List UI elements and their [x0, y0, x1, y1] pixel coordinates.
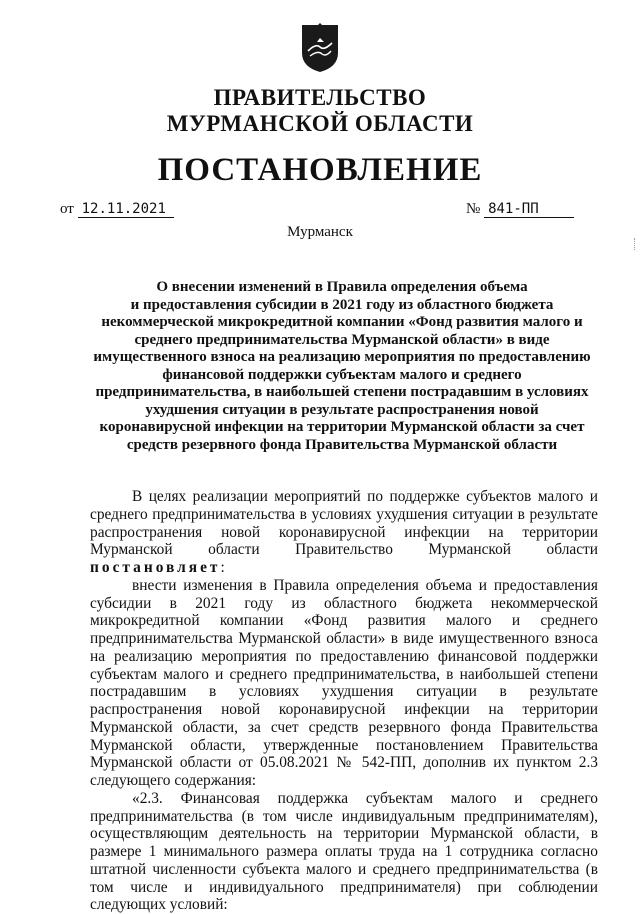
- subject-line: некоммерческой микрокредитной компании «Фонд развития малого и: [101, 314, 583, 330]
- number-value: 841-ПП: [484, 201, 574, 218]
- preamble-text: В целях реализации мероприятий по поддержке субъектов малого и среднего предпринимательства в условиях ухудшения ситуации в результате распространения новой коронавирусной инфекции на территории Мурманской области Правительство Мурманской области: [90, 488, 598, 559]
- date-value: 12.11.2021: [78, 201, 174, 218]
- subject-line: финансовой поддержки субъектам малого и среднего: [162, 366, 522, 383]
- government-title: ПРАВИТЕЛЬСТВО: [213, 85, 427, 110]
- preamble-end: :: [220, 559, 225, 576]
- city: Мурманск: [287, 224, 353, 240]
- document-body: [90, 488, 598, 914]
- body-paragraph-amendment: внести изменения в Правила определения объема и предоставления субсидии в 2021 году из областного бюджета некоммерческой микрокредитной компании «Фонд развития малого и среднего предпринимательства Мурманской области» в виде имущественного взноса на реализацию мероприятия по предоставлению финансовой поддержки субъектам малого и среднего предпринимательства, в наибольшей степени пострадавшим в условиях ухудшения ситуации в результате распространения новой коронавирусной инфекции на территории Мурманской области, за счет средств резервного фонда Правительства Мурманской области, утвержденные постановлением Правительства Мурманской области от 05.08.2021 № 542-ПП, дополнив их пунктом 2.3 следующего содержания:: [90, 576, 598, 789]
- subject-line: коронавирусной инфекции на территории Мурманской области за счет: [99, 419, 585, 435]
- document-subject: [92, 279, 592, 454]
- number-prefix: №: [466, 201, 481, 217]
- subject-line: среднего предпринимательства Мурманской области» в виде: [134, 331, 550, 348]
- subject-line: средств резервного фонда Правительства Мурманской области: [126, 436, 558, 453]
- government-region: МУРМАНСКОЙ ОБЛАСТИ: [166, 111, 474, 136]
- document-date: [60, 199, 174, 219]
- subject-line: предпринимательства, в наибольшей степени пострадавшим в условиях: [95, 384, 589, 400]
- coat-of-arms-icon: [298, 23, 342, 73]
- body-paragraph-clause: «2.3. Финансовая поддержка субъектам малого и среднего предпринимательства (в том числе индивидуальным предпринимателям), осуществляющим деятельность на территории Мурманской области, в размере 1 минимального размера оплаты труда на 1 сотрудника согласно штатной численности субъекта малого и среднего предпринимательства (в том числе и индивидуального предпринимателя) при соблюдении следующих условий:: [90, 789, 598, 914]
- subject-line: и предоставления субсидии в 2021 году из областного бюджета: [130, 296, 554, 313]
- subject-line: О внесении изменений в Правила определения объема: [156, 279, 528, 295]
- document-number: [466, 199, 574, 219]
- decree-keyword: постановляет: [90, 559, 221, 576]
- emblem-shield-icon: [298, 23, 342, 73]
- margin-mark: [634, 238, 636, 250]
- subject-line: имущественного взноса на реализацию мероприятия по предоставлению: [93, 349, 591, 365]
- document-type: ПОСТАНОВЛЕНИЕ: [157, 152, 483, 188]
- subject-line: ухудшения ситуации в результате распространения новой: [145, 401, 539, 418]
- body-paragraph-preamble: [90, 488, 598, 577]
- date-prefix: от: [60, 201, 74, 217]
